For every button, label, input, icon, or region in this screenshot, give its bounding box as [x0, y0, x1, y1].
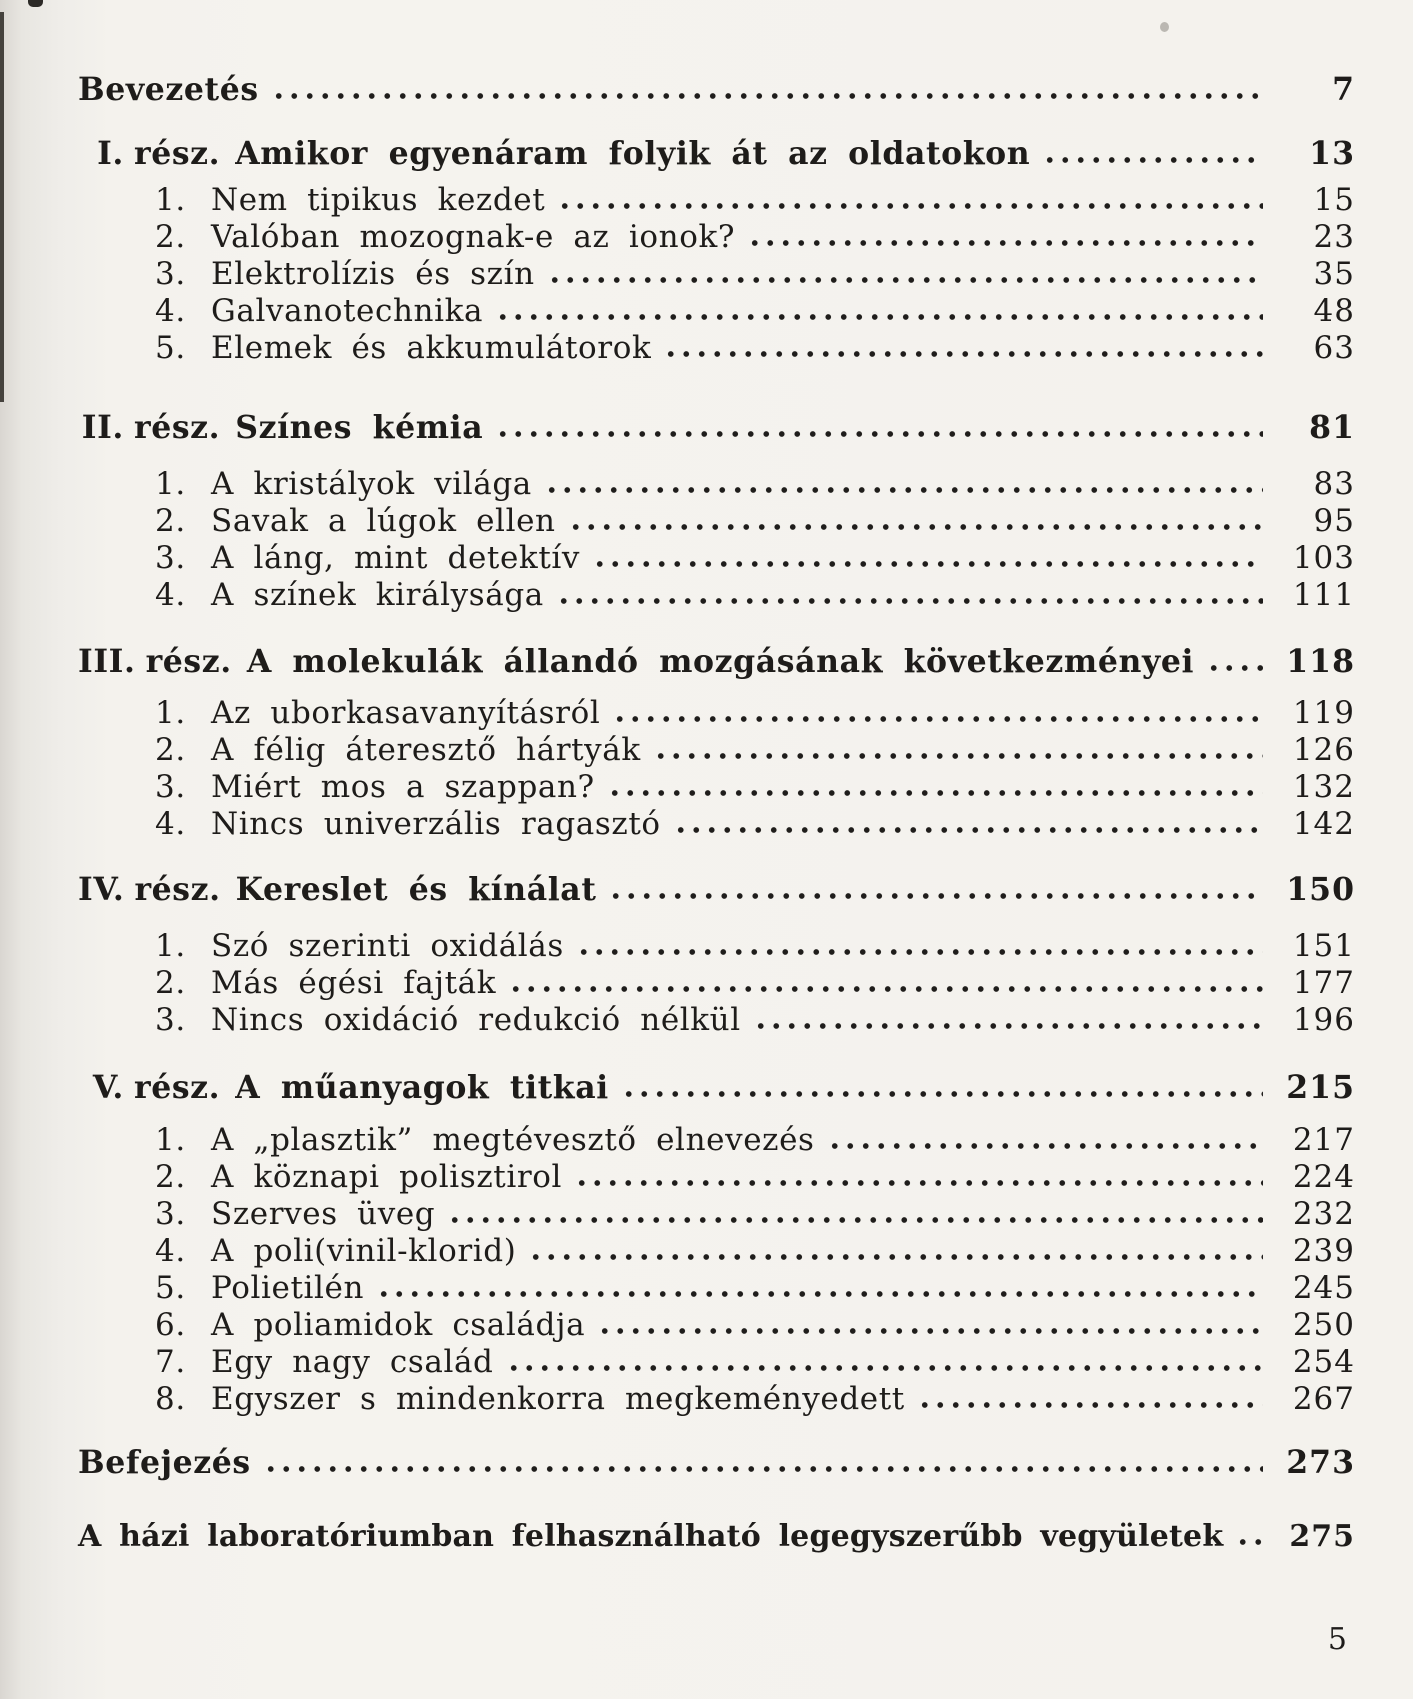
page-ref: 215 — [1286, 1069, 1355, 1106]
leader-dots — [372, 1272, 1263, 1298]
toc-intro-row — [78, 70, 1355, 110]
chapter-title: A színek királysága — [211, 577, 544, 613]
chapter-row — [155, 1196, 1355, 1233]
page-ref: 35 — [1313, 256, 1355, 292]
chapter-number: 5. — [155, 1270, 186, 1306]
leader-dots — [524, 1235, 1263, 1261]
part-heading-row — [78, 642, 1355, 682]
chapter-title: Valóban mozognak-e az ionok? — [211, 219, 736, 255]
page-ref: 48 — [1313, 293, 1355, 329]
folio-number: 5 — [1327, 1622, 1347, 1657]
leader-dots — [570, 1161, 1263, 1187]
chapter-list — [155, 182, 1355, 367]
chapter-title: Polietilén — [211, 1270, 365, 1306]
chapter-row — [155, 219, 1355, 256]
page-ref: 267 — [1292, 1381, 1355, 1417]
chapter-number: 4. — [155, 577, 186, 613]
chapter-number: 3. — [155, 540, 186, 576]
page-ref: 196 — [1292, 1002, 1355, 1038]
chapter-title: A „plasztik” megtévesztő elnevezés — [211, 1122, 815, 1158]
chapter-title: Szerves üveg — [211, 1196, 436, 1232]
page-ref: 7 — [1332, 71, 1355, 108]
page-ref: 103 — [1292, 540, 1355, 576]
chapter-number: 1. — [155, 466, 186, 502]
leader-dots — [540, 468, 1263, 494]
part-keyword: rész. — [134, 135, 221, 172]
part-heading-row — [78, 134, 1355, 174]
chapter-title: A köznapi polisztirol — [211, 1159, 563, 1195]
leader-dots — [749, 1004, 1263, 1030]
chapter-row — [155, 577, 1355, 614]
part-numeral: I. — [97, 135, 124, 172]
part-heading-row — [78, 1068, 1355, 1108]
chapter-row — [155, 182, 1355, 219]
leader-dots — [1202, 646, 1263, 672]
leader-dots — [669, 808, 1263, 834]
chapter-number: 1. — [155, 695, 186, 731]
chapter-title: Egyszer s mindenkorra megkeményedett — [211, 1381, 905, 1417]
leader-dots — [823, 1124, 1263, 1150]
page-ref: 275 — [1289, 1519, 1355, 1554]
page-ref: 177 — [1292, 965, 1355, 1001]
page-ref: 95 — [1313, 503, 1355, 539]
chapter-number: 3. — [155, 1196, 186, 1232]
part-title: A molekulák állandó mozgásának következményei — [246, 643, 1195, 680]
chapter-number: 8. — [155, 1381, 186, 1417]
chapter-row — [155, 466, 1355, 503]
part-title: Színes kémia — [235, 409, 484, 446]
chapter-title: Más égési fajták — [211, 965, 497, 1001]
page-ref: 224 — [1292, 1159, 1355, 1195]
chapter-title: Miért mos a szappan? — [211, 769, 595, 805]
chapter-number: 5. — [155, 330, 186, 366]
chapter-title: Elektrolízis és szín — [211, 256, 535, 292]
chapter-row — [155, 1270, 1355, 1307]
leader-dots — [491, 295, 1263, 321]
chapter-number: 2. — [155, 1159, 186, 1195]
part-title: Kereslet és kínálat — [235, 871, 597, 908]
leader-dots — [603, 771, 1263, 797]
chapter-title: Nincs oxidáció redukció nélkül — [211, 1002, 741, 1038]
leader-dots — [649, 734, 1263, 760]
chapter-number: 1. — [155, 928, 186, 964]
page-ref: 126 — [1292, 732, 1355, 768]
chapter-number: 4. — [155, 293, 186, 329]
leader-dots — [604, 874, 1263, 900]
chapter-number: 2. — [155, 219, 186, 255]
toc-entry-label: Bevezetés — [78, 71, 259, 108]
leader-dots — [913, 1383, 1263, 1409]
chapter-row — [155, 540, 1355, 577]
leader-dots — [552, 579, 1263, 605]
part-numeral: III. — [78, 643, 136, 680]
leader-dots — [1231, 1520, 1263, 1546]
chapter-title: Savak a lúgok ellen — [211, 503, 556, 539]
leader-dots — [572, 930, 1263, 956]
chapter-number: 3. — [155, 769, 186, 805]
chapter-number: 4. — [155, 1233, 186, 1269]
page-ref: 142 — [1292, 806, 1355, 842]
part-keyword: rész. — [145, 643, 232, 680]
chapter-number: 3. — [155, 256, 186, 292]
page-ref: 151 — [1292, 928, 1355, 964]
chapter-row — [155, 1344, 1355, 1381]
chapter-row — [155, 503, 1355, 540]
chapter-row — [155, 1122, 1355, 1159]
chapter-list — [155, 928, 1355, 1039]
page-ref: 132 — [1292, 769, 1355, 805]
leader-dots — [743, 221, 1263, 247]
chapter-list — [155, 1122, 1355, 1418]
chapter-number: 2. — [155, 732, 186, 768]
chapter-list — [155, 466, 1355, 614]
chapter-number: 3. — [155, 1002, 186, 1038]
chapter-row — [155, 293, 1355, 330]
chapter-row — [155, 330, 1355, 367]
leader-dots — [491, 412, 1263, 438]
leader-dots — [1038, 138, 1263, 164]
chapter-row — [155, 1233, 1355, 1270]
leader-dots — [553, 184, 1263, 210]
chapter-row — [155, 928, 1355, 965]
page-ref: 13 — [1309, 135, 1355, 172]
leader-dots — [608, 697, 1263, 723]
page-ref: 245 — [1292, 1270, 1355, 1306]
chapter-title: A félig áteresztő hártyák — [211, 732, 641, 768]
part-numeral: IV. — [78, 871, 125, 908]
page-ref: 273 — [1286, 1444, 1355, 1481]
page-ref: 217 — [1292, 1122, 1355, 1158]
chapter-row — [155, 695, 1355, 732]
chapter-row — [155, 1381, 1355, 1418]
chapter-row — [155, 1002, 1355, 1039]
leader-dots — [617, 1072, 1263, 1098]
chapter-number: 2. — [155, 965, 186, 1001]
part-heading-row — [78, 408, 1355, 448]
page-ref: 23 — [1313, 219, 1355, 255]
leader-dots — [659, 332, 1263, 358]
chapter-row — [155, 806, 1355, 843]
page-ref: 119 — [1292, 695, 1355, 731]
part-numeral: V. — [92, 1069, 124, 1106]
page-ref: 232 — [1292, 1196, 1355, 1232]
page-ref: 63 — [1313, 330, 1355, 366]
page-ref: 81 — [1309, 409, 1355, 446]
page-ref: 118 — [1286, 643, 1355, 680]
chapter-number: 4. — [155, 806, 186, 842]
toc-appendix-row — [78, 1517, 1355, 1557]
chapter-title: Elemek és akkumulátorok — [211, 330, 652, 366]
chapter-title: Egy nagy család — [211, 1344, 494, 1380]
chapter-number: 6. — [155, 1307, 186, 1343]
leader-dots — [504, 967, 1263, 993]
chapter-title: Nem tipikus kezdet — [211, 182, 546, 218]
part-numeral: II. — [81, 409, 124, 446]
part-keyword: rész. — [134, 1069, 221, 1106]
page-ref: 111 — [1292, 577, 1355, 613]
leader-dots — [267, 74, 1263, 100]
leader-dots — [502, 1346, 1264, 1372]
page-ref: 239 — [1292, 1233, 1355, 1269]
chapter-number: 1. — [155, 1122, 186, 1158]
chapter-number: 1. — [155, 182, 186, 218]
part-keyword: rész. — [134, 409, 221, 446]
page-ref: 83 — [1313, 466, 1355, 502]
chapter-title: A poliamidok családja — [211, 1307, 586, 1343]
part-title: A műanyagok titkai — [235, 1069, 609, 1106]
chapter-row — [155, 965, 1355, 1002]
part-keyword: rész. — [134, 871, 221, 908]
leader-dots — [593, 1309, 1263, 1335]
chapter-row — [155, 256, 1355, 293]
page-ref: 150 — [1286, 871, 1355, 908]
chapter-row — [155, 769, 1355, 806]
part-heading-row — [78, 870, 1355, 910]
toc-closing-row — [78, 1443, 1355, 1483]
chapter-list — [155, 695, 1355, 843]
chapter-number: 7. — [155, 1344, 186, 1380]
chapter-title: A kristályok világa — [211, 466, 532, 502]
leader-dots — [564, 505, 1263, 531]
chapter-title: Az uborkasavanyításról — [211, 695, 601, 731]
chapter-title: Szó szerinti oxidálás — [211, 928, 564, 964]
chapter-title: Galvanotechnika — [211, 293, 484, 329]
chapter-title: A poli(vinil-klorid) — [211, 1233, 517, 1269]
page-ref: 254 — [1292, 1344, 1355, 1380]
page-ref: 15 — [1313, 182, 1355, 218]
chapter-row — [155, 732, 1355, 769]
leader-dots — [588, 542, 1263, 568]
leader-dots — [443, 1198, 1263, 1224]
page-ref: 250 — [1292, 1307, 1355, 1343]
toc-entry-label: A házi laboratóriumban felhasználható legegyszerűbb vegyületek — [78, 1519, 1224, 1554]
part-title: Amikor egyenáram folyik át az oldatokon — [235, 135, 1031, 172]
chapter-row — [155, 1159, 1355, 1196]
chapter-title: Nincs univerzális ragasztó — [211, 806, 661, 842]
chapter-row — [155, 1307, 1355, 1344]
leader-dots — [259, 1447, 1263, 1473]
chapter-number: 2. — [155, 503, 186, 539]
toc-entry-label: Befejezés — [78, 1444, 251, 1481]
leader-dots — [543, 258, 1263, 284]
chapter-title: A láng, mint detektív — [211, 540, 581, 576]
